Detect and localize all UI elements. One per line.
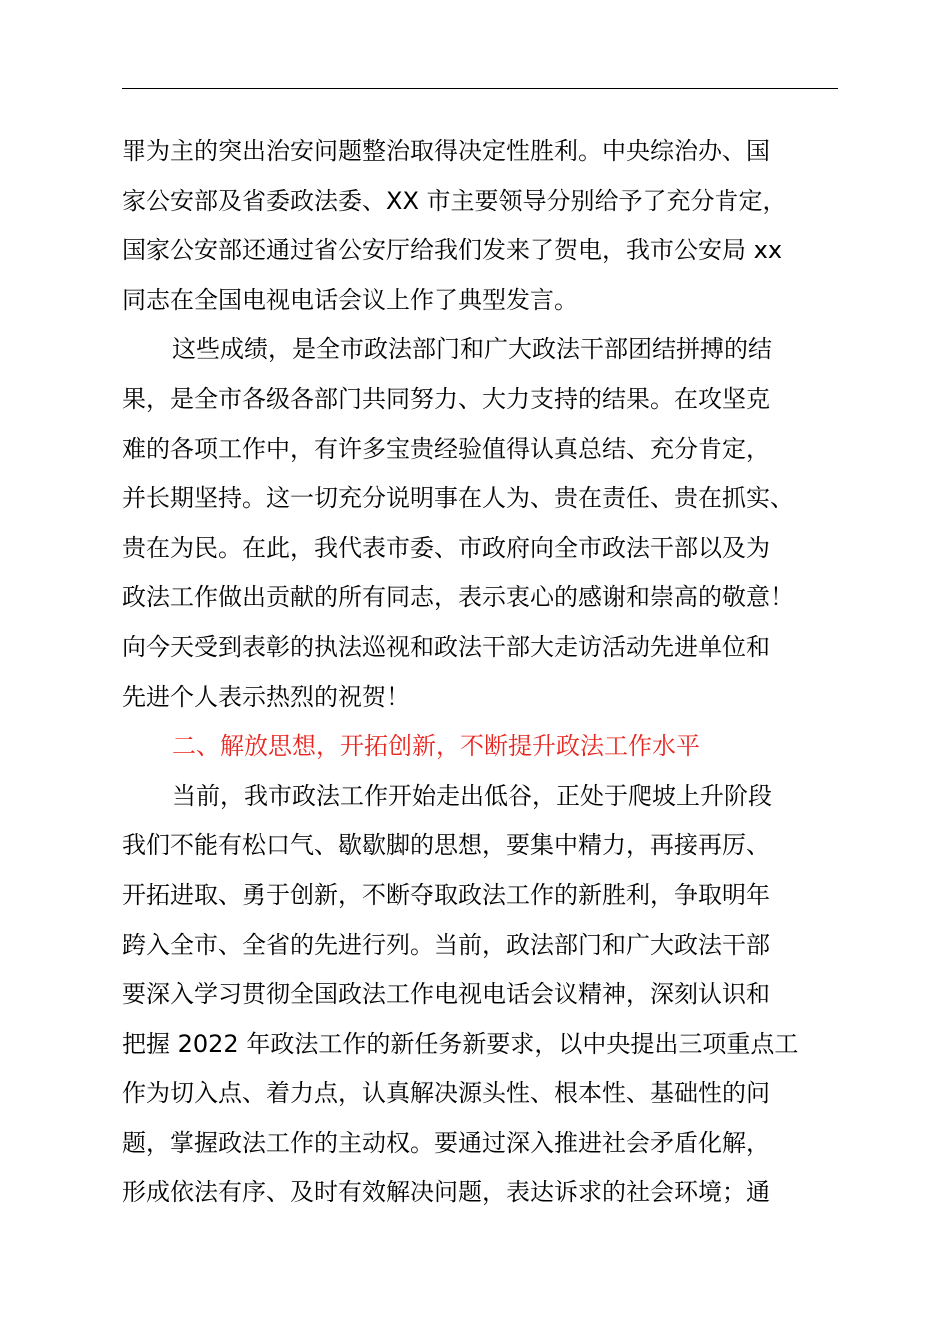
body-line: 果，是全市各级各部门共同努力、大力支持的结果。在攻坚克 xyxy=(122,384,770,413)
body-line: 要深入学习贯彻全国政法工作电视电话会议精神，深刻认识和 xyxy=(122,980,770,1009)
document-body xyxy=(122,127,862,1218)
body-line: 题，掌握政法工作的主动权。要通过深入推进社会矛盾化解， xyxy=(122,1128,770,1157)
header-rule xyxy=(122,88,838,89)
body-line: 我们不能有松口气、歇歇脚的思想，要集中精力，再接再厉、 xyxy=(122,831,770,860)
body-line: 作为切入点、着力点，认真解决源头性、根本性、基础性的问 xyxy=(122,1079,770,1108)
body-line: 并长期坚持。这一切充分说明事在人为、贵在责任、贵在抓实、 xyxy=(122,484,794,513)
body-line: 先进个人表示热烈的祝贺！ xyxy=(122,682,410,711)
body-line: 开拓进取、勇于创新，不断夺取政法工作的新胜利，争取明年 xyxy=(122,880,770,909)
body-line: 同志在全国电视电话会议上作了典型发言。 xyxy=(122,285,578,314)
paragraph-start-line: 这些成绩，是全市政法部门和广大政法干部团结拼搏的结 xyxy=(172,335,772,364)
body-line: 向今天受到表彰的执法巡视和政法干部大走访活动先进单位和 xyxy=(122,632,770,661)
body-line: 国家公安部还通过省公安厅给我们发来了贺电，我市公安局 xx xyxy=(122,236,783,265)
body-line: 政法工作做出贡献的所有同志，表示衷心的感谢和崇高的敬意！ xyxy=(122,583,794,612)
paragraph-start-line: 当前，我市政法工作开始走出低谷，正处于爬坡上升阶段 xyxy=(172,781,772,810)
section-heading: 二、解放思想，开拓创新，不断提升政法工作水平 xyxy=(172,732,700,761)
body-line: 形成依法有序、及时有效解决问题，表达诉求的社会环境；通 xyxy=(122,1178,770,1207)
body-line: 贵在为民。在此，我代表市委、市政府向全市政法干部以及为 xyxy=(122,533,770,562)
body-line: 罪为主的突出治安问题整治取得决定性胜利。中央综治办、国 xyxy=(122,137,770,165)
body-line: 跨入全市、全省的先进行列。当前，政法部门和广大政法干部 xyxy=(122,930,770,959)
body-line: 难的各项工作中，有许多宝贵经验值得认真总结、充分肯定， xyxy=(122,434,770,463)
body-line: 家公安部及省委政法委、XX 市主要领导分别给予了充分肯定， xyxy=(122,186,787,215)
body-line: 把握 2022 年政法工作的新任务新要求，以中央提出三项重点工 xyxy=(122,1029,799,1058)
